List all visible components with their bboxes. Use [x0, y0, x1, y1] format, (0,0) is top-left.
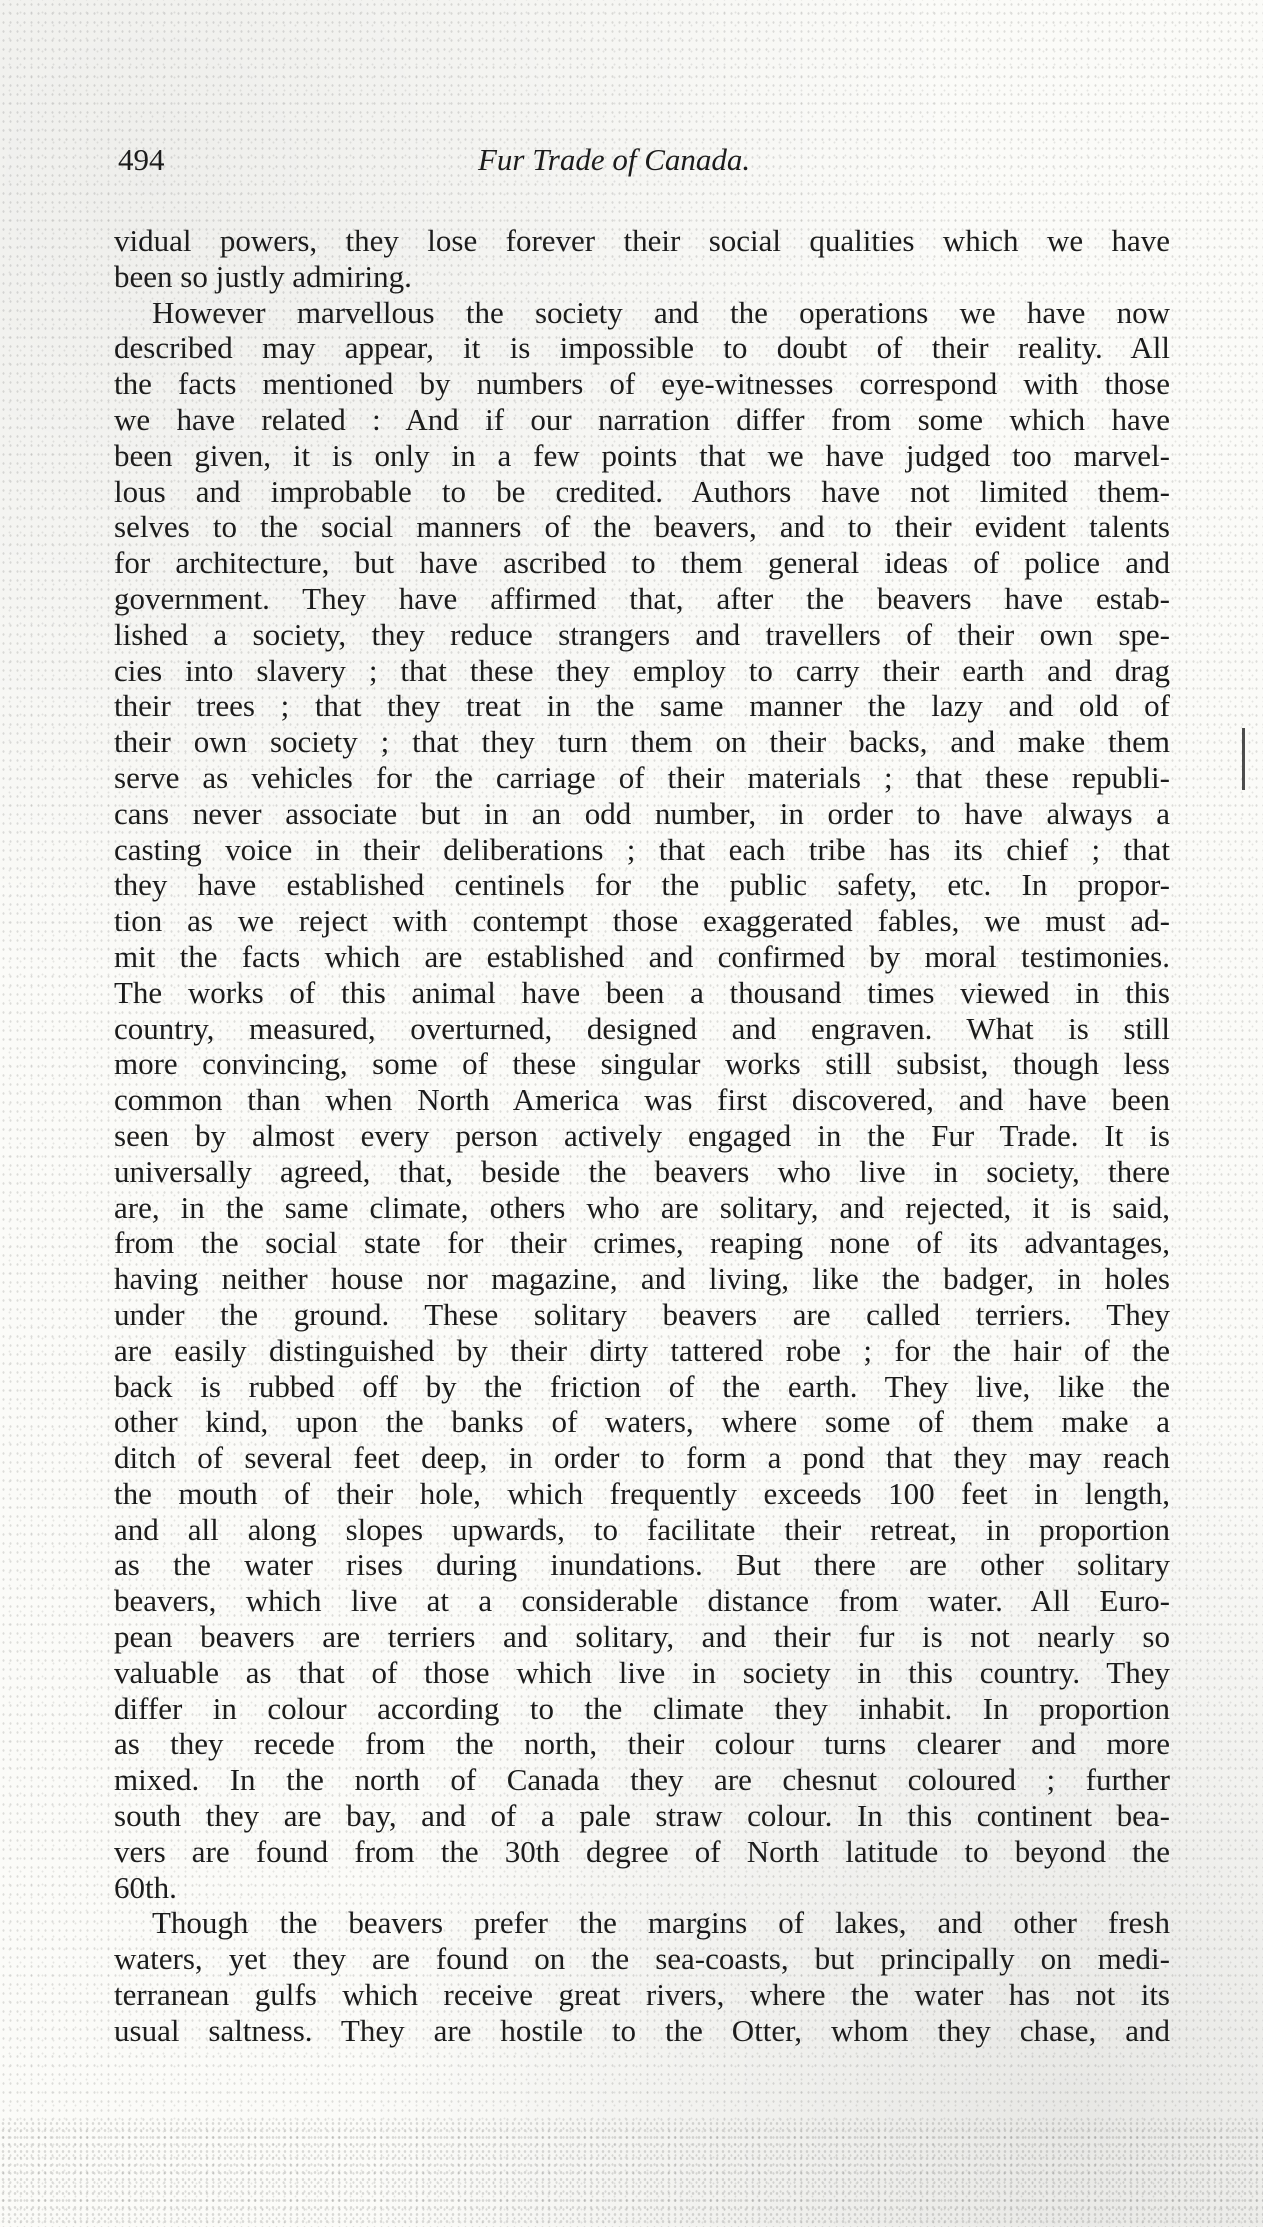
text-line: pean beavers are terriers and solitary, and their fur is not nearly so [114, 1619, 1170, 1655]
text-line: for architecture, but have ascribed to them general ideas of police and [114, 545, 1170, 581]
text-line: differ in colour according to the climate they inhabit. In proportion [114, 1690, 1170, 1726]
text-line: cans never associate but in an odd number, in order to have always a [114, 795, 1170, 831]
text-line: been given, it is only in a few points that we have judged too marvel- [114, 437, 1170, 473]
text-line: However marvellous the society and the operations we have now [152, 294, 1170, 330]
text-line: seen by almost every person actively engaged in the Fur Trade. It is [114, 1117, 1170, 1153]
text-line: country, measured, overturned, designed and engraven. What is still [114, 1010, 1170, 1046]
text-line: usual saltness. They are hostile to the Otter, whom they chase, and [114, 2012, 1170, 2048]
text-line: lous and improbable to be credited. Authors have not limited them- [114, 473, 1170, 509]
text-line: they have established centinels for the public safety, etc. In propor- [114, 867, 1170, 903]
text-line: vers are found from the 30th degree of North latitude to beyond the [114, 1833, 1170, 1869]
text-line: serve as vehicles for the carriage of their materials ; that these republi- [114, 759, 1170, 795]
text-line: 60th. [114, 1869, 177, 1905]
text-line: waters, yet they are found on the sea-coasts, but principally on medi- [114, 1941, 1170, 1977]
text-line: the facts mentioned by numbers of eye-witnesses correspond with those [114, 366, 1170, 402]
body-text [114, 223, 1170, 2049]
text-line: other kind, upon the banks of waters, where some of them make a [114, 1404, 1170, 1440]
text-line: more convincing, some of these singular works still subsist, though less [114, 1046, 1170, 1082]
text-line: described may appear, it is impossible to doubt of their reality. All [114, 330, 1170, 366]
page-number: 494 [118, 142, 165, 177]
text-line: casting voice in their deliberations ; that each tribe has its chief ; that [114, 831, 1170, 867]
text-line: tion as we reject with contempt those exaggerated fables, we must ad- [114, 903, 1170, 939]
text-line: having neither house nor magazine, and living, like the badger, in holes [114, 1261, 1170, 1297]
text-line: terranean gulfs which receive great rivers, where the water has not its [114, 1977, 1170, 2013]
text-line: south they are bay, and of a pale straw colour. In this continent bea- [114, 1798, 1170, 1834]
text-line: lished a society, they reduce strangers and travellers of their own spe- [114, 616, 1170, 652]
text-line: common than when North America was first discovered, and have been [114, 1082, 1170, 1118]
margin-mark [1242, 728, 1245, 790]
text-line: their own society ; that they turn them on their backs, and make them [114, 724, 1170, 760]
text-line: universally agreed, that, beside the beavers who live in society, there [114, 1153, 1170, 1189]
text-line: ditch of several feet deep, in order to form a pond that they may reach [114, 1440, 1170, 1476]
text-line: are, in the same climate, others who are solitary, and rejected, it is said, [114, 1189, 1170, 1225]
text-line: selves to the social manners of the beavers, and to their evident talents [114, 509, 1170, 545]
text-line: beavers, which live at a considerable distance from water. All Euro- [114, 1583, 1170, 1619]
text-line: The works of this animal have been a thousand times viewed in this [114, 974, 1170, 1010]
text-line: are easily distinguished by their dirty tattered robe ; for the hair of the [114, 1332, 1170, 1368]
paper-edge-noise [0, 2120, 1263, 2227]
text-line: back is rubbed off by the friction of the earth. They live, like the [114, 1368, 1170, 1404]
text-line: under the ground. These solitary beavers are called terriers. They [114, 1296, 1170, 1332]
running-title: Fur Trade of Canada. [478, 142, 751, 177]
text-line: as the water rises during inundations. But there are other solitary [114, 1547, 1170, 1583]
text-line: Though the beavers prefer the margins of lakes, and other fresh [152, 1905, 1170, 1941]
text-line: and all along slopes upwards, to facilitate their retreat, in proportion [114, 1511, 1170, 1547]
text-line: mixed. In the north of Canada they are chesnut coloured ; further [114, 1762, 1170, 1798]
text-line: been so justly admiring. [114, 258, 412, 294]
text-line: as they recede from the north, their colour turns clearer and more [114, 1726, 1170, 1762]
text-line: mit the facts which are established and confirmed by moral testimonies. [114, 938, 1170, 974]
text-line: the mouth of their hole, which frequently exceeds 100 feet in length, [114, 1475, 1170, 1511]
text-line: vidual powers, they lose forever their social qualities which we have [114, 223, 1170, 258]
text-line: valuable as that of those which live in society in this country. They [114, 1654, 1170, 1690]
text-line: their trees ; that they treat in the same manner the lazy and old of [114, 688, 1170, 724]
text-line: government. They have affirmed that, after the beavers have estab- [114, 580, 1170, 616]
page-header [118, 136, 1168, 186]
text-line: from the social state for their crimes, reaping none of its advantages, [114, 1225, 1170, 1261]
text-line: cies into slavery ; that these they employ to carry their earth and drag [114, 652, 1170, 688]
text-line: we have related : And if our narration differ from some which have [114, 401, 1170, 437]
